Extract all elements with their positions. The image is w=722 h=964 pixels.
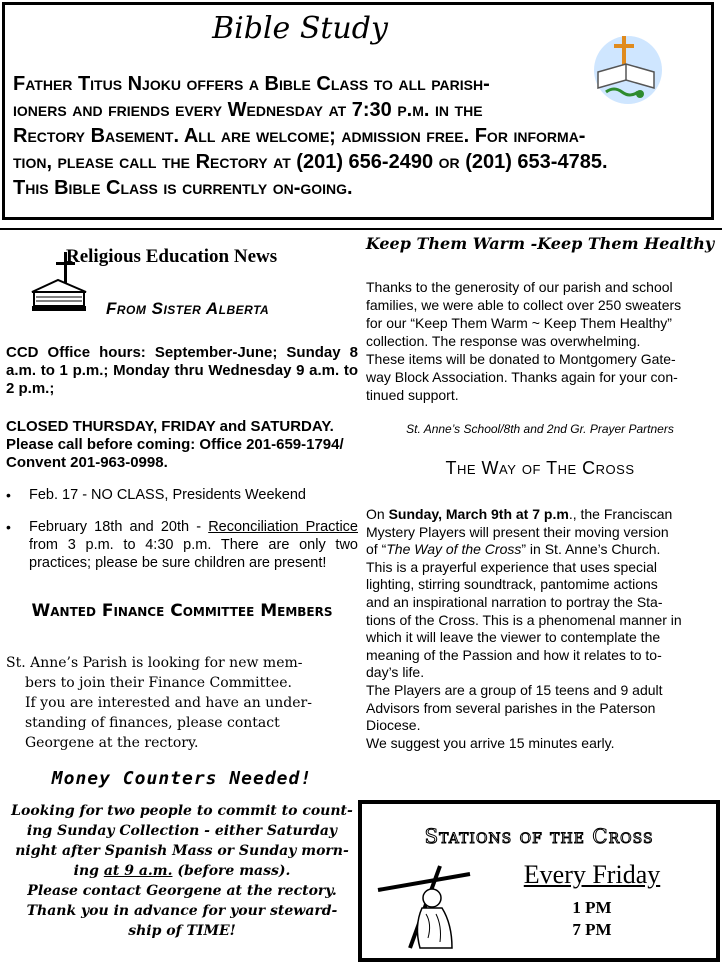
section-divider <box>0 228 722 230</box>
time-1pm: 1 PM <box>572 898 612 917</box>
way-line: and an inspirational narration to portray the Sta- <box>366 593 663 610</box>
time-7pm: 7 PM <box>572 920 612 939</box>
finance-committee-text <box>6 653 358 753</box>
way-of-cross-text <box>366 506 716 752</box>
way-line: meaning of the Passion and how it relates to to- <box>366 646 662 663</box>
finance-line: If you are interested and have an under- <box>25 695 312 711</box>
money-time-text: at 9 a.m. <box>103 863 173 879</box>
bible-study-line: tion, please call the Rectory at (201) 656-2490 or (201) 653-4785. <box>13 151 608 173</box>
ccd-office-hours: CCD Office hours: September-June; Sunday 8 a.m. to 1 p.m.; Monday thru Wednesday 9 a.m. to 2 p.m.; <box>6 344 358 397</box>
way-line: day’s life. <box>366 664 425 681</box>
way-line <box>366 506 716 524</box>
bible-study-line: This Bible Class is currently on-going. <box>13 177 353 199</box>
finance-line: standing of finances, please contact <box>25 715 280 731</box>
money-line <box>6 861 358 881</box>
money-line: Thank you in advance for your steward- <box>26 903 338 919</box>
way-line: The Players are a group of 15 teens and 9 adult <box>366 681 663 698</box>
way-line: tions of the Cross. This is a phenomenal manner in <box>366 611 682 628</box>
event-date-text: Sunday, March 9th at 7 p.m <box>388 506 569 522</box>
money-line: night after Spanish Mass or Sunday morn- <box>15 843 349 859</box>
keep-warm-line: Thanks to the generosity of our parish and school <box>366 279 673 295</box>
closed-notice: CLOSED THURSDAY, FRIDAY and SATURDAY. Please call before coming: Office 201-659-1794/ Convent 201-963-0998. <box>6 418 344 471</box>
every-friday-label: Every Friday <box>523 860 661 889</box>
money-counters-text <box>6 801 358 941</box>
money-line: ing Sunday Collection - either Saturday <box>26 823 338 839</box>
way-line-part: ” in St. Anne’s Church. <box>521 541 661 558</box>
prayer-partners-signature: St. Anne’s School/8th and 2nd Gr. Prayer Partners <box>406 422 674 436</box>
way-line: lighting, stirring soundtrack, pantomime actions <box>366 576 658 593</box>
keep-warm-title: Keep Them Warm -Keep Them Healthy <box>365 234 715 253</box>
play-title-text: The Way of the Cross <box>386 541 522 558</box>
keep-warm-line: tinued support. <box>366 387 459 403</box>
way-line: Diocese. <box>366 717 421 734</box>
bible-study-line: ioners and friends every Wednesday at 7:30 p.m. in the <box>13 99 483 121</box>
bible-study-line: Rectory Basement. All are welcome; admission free. For informa- <box>13 125 586 147</box>
religious-ed-bullets <box>6 486 358 586</box>
money-line-part: (before mass). <box>172 863 291 879</box>
money-line-part: ing <box>73 863 104 879</box>
way-line: This is a prayerful experience that uses special <box>366 558 658 575</box>
money-line: Looking for two people to commit to count- <box>11 803 353 819</box>
money-counters-title: Money Counters Needed! <box>51 768 313 789</box>
way-line-part: ., the Franciscan <box>568 506 673 522</box>
finance-line: St. Anne’s Parish is looking for new mem- <box>6 655 303 671</box>
bullet-text: from 3 p.m. to 4:30 p.m. There are only two practices; please be sure children are present! <box>29 537 358 571</box>
finance-line: Georgene at the rectory. <box>25 735 199 751</box>
keep-warm-line: for our “Keep Them Warm ~ Keep Them Healthy” <box>366 315 672 331</box>
stations-of-cross-box <box>358 800 720 962</box>
list-item <box>6 518 358 572</box>
way-line: which it will leave the viewer to contemplate the <box>366 629 661 646</box>
way-line <box>366 541 716 559</box>
keep-warm-line: These items will be donated to Montgomery Gate- <box>366 351 676 367</box>
finance-committee-title: Wanted Finance Committee Members <box>31 601 333 621</box>
way-line: Advisors from several parishes in the Paterson <box>366 699 656 716</box>
from-sister-alberta: From Sister Alberta <box>106 299 270 318</box>
way-line: Mystery Players will present their moving version <box>366 523 669 540</box>
way-line: We suggest you arrive 15 minutes early. <box>366 734 615 751</box>
keep-warm-line: way Block Association. Thanks again for your con- <box>366 369 678 385</box>
religious-education-header: Religious Education News <box>66 246 278 267</box>
bible-study-line: Father Titus Njoku offers a Bible Class to all parish- <box>13 73 490 95</box>
way-line-part: of “ <box>366 541 387 558</box>
money-line: Please contact Georgene at the rectory. <box>27 883 337 899</box>
way-line-part: On <box>366 506 389 522</box>
bullet-text: February 18th and 20th - <box>29 519 209 535</box>
bullet-text: Feb. 17 - NO CLASS, Presidents Weekend <box>29 487 306 503</box>
way-of-cross-title: The Way of The Cross <box>445 458 635 478</box>
money-line: ship of TIME! <box>128 923 236 939</box>
keep-warm-line: families, we were able to collect over 250 sweaters <box>366 297 682 313</box>
reconciliation-practice-text: Reconciliation Practice <box>208 519 358 535</box>
jesus-carrying-cross-icon <box>370 862 480 952</box>
stations-title: Stations of the Cross <box>424 824 654 848</box>
bible-study-title: Bible Study <box>212 11 388 46</box>
finance-line: bers to join their Finance Committee. <box>25 675 292 691</box>
list-item <box>6 486 358 504</box>
keep-warm-text <box>366 278 716 404</box>
keep-warm-line: collection. The response was overwhelming. <box>366 333 641 349</box>
bible-clipart-icon <box>588 30 668 110</box>
